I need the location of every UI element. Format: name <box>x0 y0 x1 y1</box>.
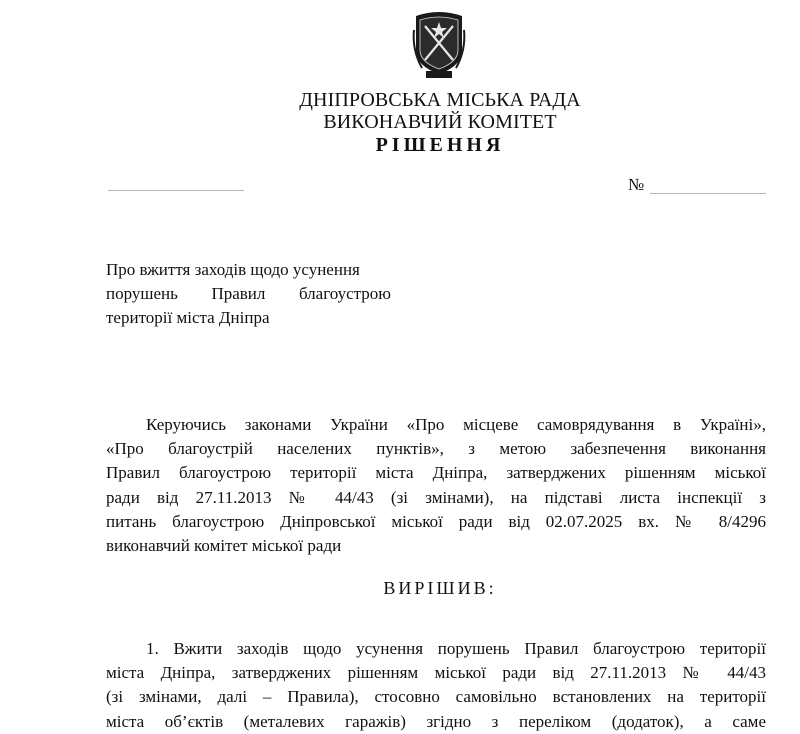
decision-subject <box>106 258 391 330</box>
preamble-line: ради від 27.11.2013 № 44/43 (зі змінами), на підставі листа інспекції з <box>106 487 766 507</box>
subject-line: території міста Дніпра <box>106 308 270 327</box>
date-blank-line <box>108 190 244 191</box>
item-line: міста об’єктів (металевих гаражів) згідно з переліком (додаток), а саме <box>106 711 766 731</box>
subject-line: порушень Правил благоустрою <box>106 284 391 303</box>
subject-line: Про вжиття заходів щодо усунення <box>106 260 360 279</box>
item-1-paragraph <box>106 637 766 734</box>
preamble-line: виконавчий комітет міської ради <box>106 536 342 556</box>
committee-name: ВИКОНАВЧИЙ КОМІТЕТ <box>323 111 557 133</box>
resolved-heading: ВИРІШИВ: <box>383 578 497 598</box>
item-line: міста Дніпра, затверджених рішенням міської ради від 27.11.2013 № 44/43 <box>106 663 766 683</box>
item-line: (зі змінами, далі – Правила), стосовно самовільно встановлених на території <box>106 687 766 707</box>
city-coat-of-arms-icon <box>412 10 466 80</box>
item-line: 1. Вжити заходів щодо усунення порушень Правил благоустрою території <box>146 639 766 658</box>
document-type-title: РІШЕННЯ <box>375 134 505 156</box>
preamble-line: питань благоустрою Дніпровської міської ради від 02.07.2025 вх. № 8/4296 <box>106 511 766 531</box>
preamble-paragraph <box>106 413 766 558</box>
preamble-line: Керуючись законами України «Про місцеве самоврядування в Україні», <box>146 415 766 434</box>
preamble-line: «Про благоустрій населених пунктів», з метою забезпечення виконання <box>106 439 766 459</box>
preamble-line: Правил благоустрою території міста Дніпра, затверджених рішенням міської <box>106 463 766 483</box>
council-name: ДНІПРОВСЬКА МІСЬКА РАДА <box>299 89 581 111</box>
number-blank-line <box>650 193 766 194</box>
number-label: № <box>628 175 645 194</box>
